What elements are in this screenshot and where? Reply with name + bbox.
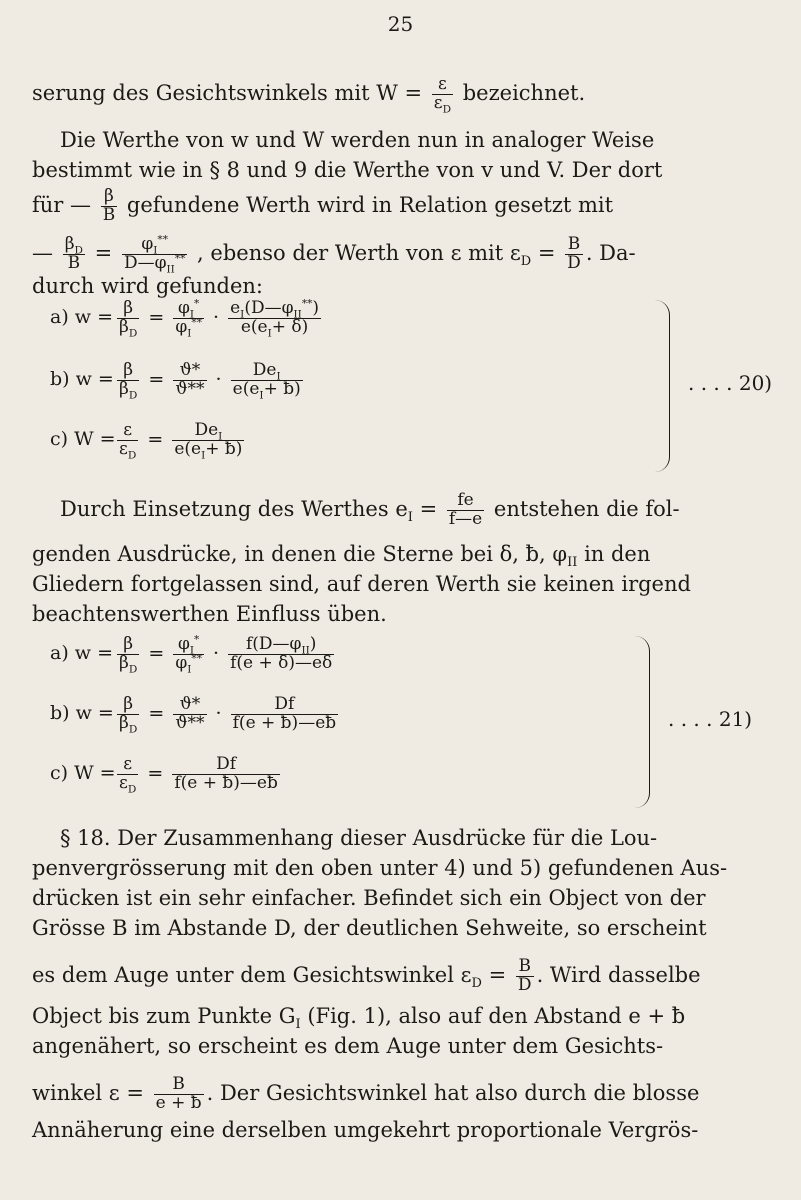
equation-20c (50, 420, 247, 462)
fraction (228, 636, 334, 673)
denominator: f(e + ƀ)—eƀ (174, 772, 278, 793)
text-run: (Fig. 1), also auf den Abstand e + ƀ (300, 1004, 686, 1028)
multiply-dot: · (213, 306, 220, 329)
subscript: II (166, 263, 175, 276)
subscript: D (520, 254, 532, 270)
den-text: β (119, 316, 129, 337)
subscript: I (259, 389, 264, 402)
num-text: ) (309, 634, 317, 654)
numerator: ε (432, 76, 453, 95)
subscript: I (267, 327, 272, 340)
equation-label: a) w = (50, 306, 114, 329)
den-text: ε (119, 772, 128, 793)
numerator: B (516, 958, 534, 977)
numerator: Df (231, 696, 339, 715)
subscript: I (201, 449, 206, 462)
equation-20a (50, 297, 324, 340)
equation-21c (50, 754, 283, 796)
denominator (117, 652, 139, 676)
equation-label: c) W = (50, 428, 116, 451)
num-text: φ (141, 234, 154, 254)
numerator: B (565, 236, 583, 255)
text-line (60, 492, 680, 529)
equals-sign: = (412, 496, 438, 521)
superscript: * (194, 297, 200, 310)
denominator: B (102, 204, 116, 225)
den-text: φ (175, 652, 188, 673)
text-line (32, 1002, 686, 1033)
equals-sign: = (94, 240, 113, 265)
subscript: D (128, 723, 138, 736)
multiply-dot: · (213, 642, 220, 665)
text-line: Gliedern fortgelassen sind, auf deren Werth sie keinen irgend (32, 572, 691, 596)
denominator (117, 438, 138, 462)
den-text: β (119, 652, 129, 673)
fraction (154, 1076, 204, 1113)
brace (655, 300, 670, 472)
text-line: Die Werthe von w und W werden nun in analoger Weise (60, 128, 655, 152)
den-text: D—φ (123, 252, 167, 273)
text-run: — (32, 240, 53, 265)
denominator: D (517, 974, 532, 995)
subscript: D (128, 327, 138, 340)
text-line: durch wird gefunden: (32, 274, 263, 298)
denominator (173, 652, 204, 676)
fraction (231, 360, 303, 402)
subscript: I (189, 644, 195, 657)
fraction (122, 233, 187, 276)
equation-21b (50, 694, 341, 736)
subscript: D (128, 389, 138, 402)
num-text: De (194, 420, 219, 440)
equals-sign: = (148, 368, 165, 391)
num-text: e (230, 298, 241, 318)
subscript: II (301, 644, 310, 657)
subscript: I (153, 244, 158, 257)
superscript: ** (174, 252, 186, 265)
num-text: φ (177, 298, 190, 318)
den-text: β (119, 378, 129, 399)
brace (635, 636, 650, 808)
fraction (172, 756, 280, 793)
equation-label: b) w = (50, 702, 114, 725)
text-line: Grösse B im Abstande D, der deutlichen Sehweite, so erscheint (32, 916, 707, 940)
text-run: Durch Einsetzung des Werthes e (60, 496, 408, 521)
numerator: β (101, 188, 118, 207)
subscript: I (187, 663, 192, 676)
subscript: I (276, 370, 281, 383)
text-run: . Da- (585, 240, 636, 265)
text-run: entstehen die fol- (493, 496, 680, 521)
subscript: I (187, 327, 192, 340)
fraction (516, 958, 534, 995)
numerator: β (117, 696, 139, 715)
multiply-dot: · (215, 368, 222, 391)
fraction (173, 362, 206, 399)
denominator (231, 378, 303, 402)
text-run: . Der Gesichtswinkel hat also durch die blosse (206, 1080, 700, 1105)
den-text: + ƀ) (205, 438, 243, 459)
equation-21a (50, 633, 337, 676)
denominator (172, 438, 244, 462)
den-text: φ (175, 316, 188, 337)
num-text: De (252, 360, 277, 380)
denominator (173, 316, 204, 340)
equals-sign: = (148, 306, 165, 329)
numerator: ϑ* (173, 696, 206, 715)
fraction (101, 188, 118, 225)
text-run: für — (32, 192, 92, 217)
denominator: f(e + ƀ)—eƀ (232, 712, 337, 733)
text-line: drücken ist ein sehr einfacher. Befindet sich ein Object von der (32, 886, 706, 910)
text-line: angenähert, so erscheint es dem Auge unter dem Gesichts- (32, 1034, 664, 1058)
fraction (63, 236, 85, 273)
numerator: β (117, 300, 139, 319)
equation-label: a) w = (50, 642, 114, 665)
equation-label: c) W = (50, 762, 116, 785)
numerator: fe (447, 492, 484, 511)
num-text: β (64, 234, 75, 254)
denominator: D (567, 252, 581, 273)
page-number: 25 (387, 12, 414, 36)
subscript: I (218, 430, 223, 443)
fraction (565, 236, 583, 273)
den-text: ε (433, 92, 443, 113)
fraction (173, 696, 206, 733)
text-run: . Wird dasselbe (536, 962, 701, 987)
fraction (117, 420, 138, 462)
den-text: e(e (232, 378, 260, 399)
numerator: β (117, 636, 139, 655)
denominator: B (67, 252, 81, 273)
text-line (32, 188, 613, 225)
text-line: penvergrösserung mit den oben unter 4) und 5) gefundenen Aus- (32, 856, 728, 880)
subscript: I (295, 1017, 301, 1033)
text-line: Annäherung eine derselben umgekehrt proportionale Vergrös- (32, 1118, 699, 1142)
numerator: ε (117, 756, 138, 775)
numerator: Df (172, 756, 280, 775)
subscript: II (293, 308, 302, 321)
num-text: f(D—φ (245, 634, 302, 654)
text-run: Object bis zum Punkte G (32, 1004, 296, 1028)
denominator (117, 772, 138, 796)
text-line: § 18. Der Zusammenhang dieser Ausdrücke für die Lou- (60, 826, 658, 850)
fraction (447, 492, 484, 529)
den-text: ε (119, 438, 128, 459)
fraction (117, 298, 139, 340)
equals-sign: = (148, 702, 165, 725)
denominator: ϑ** (175, 378, 205, 399)
fraction (117, 694, 139, 736)
subscript: I (189, 308, 195, 321)
denominator: f—e (448, 508, 483, 529)
text-line (32, 958, 701, 995)
subscript: I (240, 308, 245, 321)
subscript: D (127, 449, 137, 462)
subscript: I (407, 510, 413, 526)
denominator: f(e + δ)—eδ (230, 652, 333, 673)
numerator: B (154, 1076, 204, 1095)
superscript: ** (157, 233, 168, 246)
equals-sign: = (531, 240, 556, 265)
text-line (32, 233, 636, 276)
fraction (117, 634, 139, 676)
denominator (122, 252, 187, 276)
text-line: beachtenswerthen Einfluss üben. (32, 602, 387, 626)
fraction (231, 696, 339, 733)
subscript: D (442, 103, 452, 116)
fraction (117, 754, 138, 796)
den-text: + δ) (271, 316, 309, 337)
denominator: ϑ** (175, 712, 205, 733)
text-run: serung des Gesichtswinkels mit W = (32, 80, 423, 105)
text-line (32, 1076, 699, 1113)
subscript: II (567, 555, 578, 571)
text-run: es dem Auge unter dem Gesichtswinkel ε (32, 962, 472, 987)
subscript: D (74, 244, 83, 257)
fraction (173, 633, 204, 676)
fraction (173, 297, 204, 340)
equals-sign: = (148, 642, 165, 665)
equation-number: . . . . 20) (688, 371, 773, 395)
text-run: , ebenso der Werth von ε mit ε (197, 240, 521, 265)
den-text: e(e (240, 316, 268, 337)
denominator (228, 316, 321, 340)
fraction (432, 74, 453, 116)
subscript: D (127, 783, 137, 796)
den-text: β (119, 712, 129, 733)
superscript: * (194, 633, 200, 646)
text-run: genden Ausdrücke, in denen die Sterne bei δ, ƀ, φ (32, 542, 568, 566)
num-text: ) (312, 298, 319, 318)
fraction (117, 360, 139, 402)
fraction (172, 420, 244, 462)
denominator (432, 92, 453, 116)
numerator: ε (117, 422, 138, 441)
text-run: bezeichnet. (462, 80, 586, 105)
superscript: ** (301, 297, 313, 310)
num-text: (D—φ (244, 298, 294, 318)
subscript: D (128, 663, 138, 676)
denominator (117, 712, 139, 736)
num-text: φ (177, 634, 190, 654)
text-line (32, 540, 651, 571)
text-run: in den (577, 542, 651, 566)
equals-sign: = (481, 962, 507, 987)
denominator (117, 378, 139, 402)
text-run: gefundene Werth wird in Relation gesetzt mit (126, 192, 614, 217)
fraction (228, 297, 321, 340)
numerator: β (117, 362, 139, 381)
text-run: winkel ε = (32, 1080, 144, 1105)
equation-label: b) w = (50, 368, 114, 391)
equals-sign: = (147, 762, 164, 785)
den-text: + ƀ) (263, 378, 301, 399)
denominator (117, 316, 139, 340)
superscript: ** (191, 652, 202, 665)
equation-20b (50, 360, 306, 402)
den-text: e(e (174, 438, 202, 459)
subscript: D (471, 976, 482, 992)
text-line (32, 74, 586, 116)
equals-sign: = (147, 428, 164, 451)
equation-number: . . . . 21) (668, 707, 753, 731)
multiply-dot: · (215, 702, 222, 725)
text-line: bestimmt wie in § 8 und 9 die Werthe von v und V. Der dort (32, 158, 663, 182)
superscript: ** (191, 316, 202, 329)
numerator: ϑ* (173, 362, 206, 381)
denominator: e + ƀ (155, 1092, 202, 1113)
